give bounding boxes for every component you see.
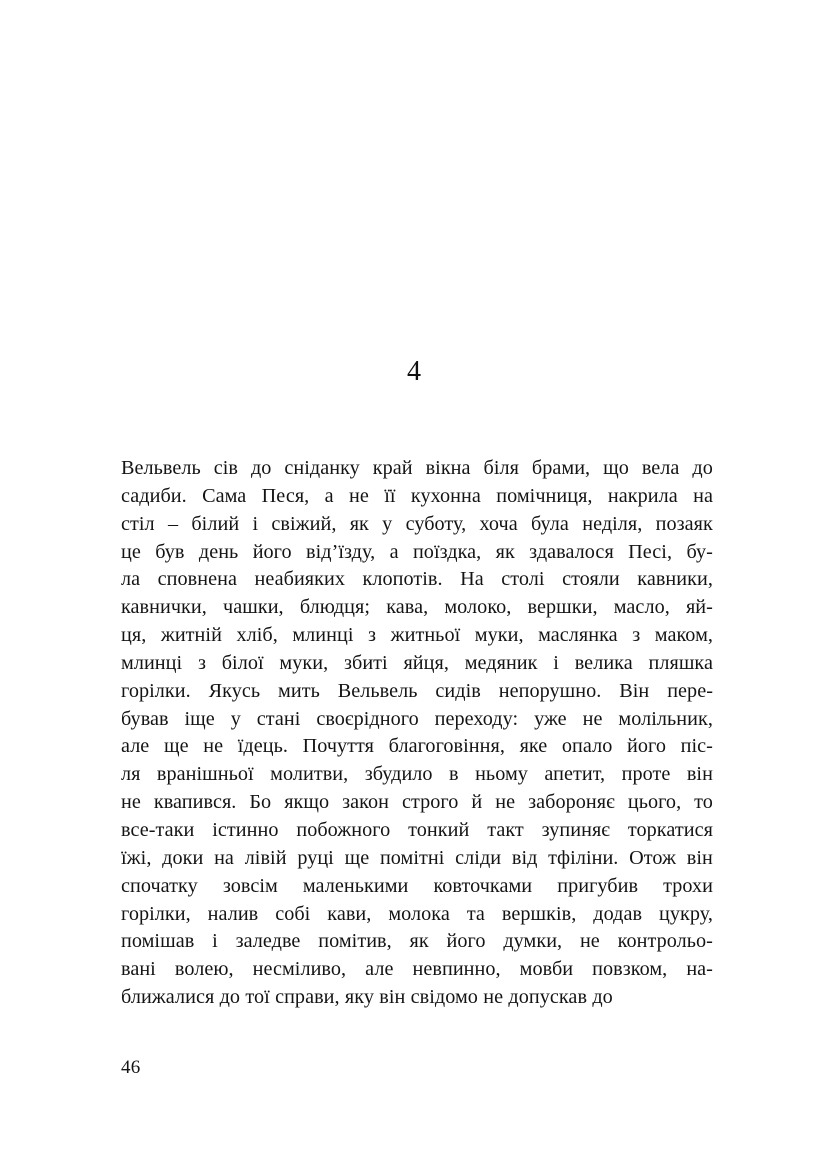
text-line: їжі, доки на лівій руці ще помітні сліди від тфіліни. Отож він: [121, 846, 713, 869]
chapter-number: 4: [407, 356, 421, 387]
text-line: не квапився. Бо якщо закон строго й не забороняє цього, то: [121, 791, 713, 814]
text-line: ближалися до тої справи, яку він свідомо не допускав до: [121, 986, 613, 1009]
text-line: бував іще у стані своєрідного переходу: уже не молільник,: [121, 707, 713, 730]
page-number: 46: [121, 1057, 141, 1078]
text-line: стіл – білий і свіжий, як у суботу, хоча була неділя, позаяк: [121, 512, 713, 535]
text-line: ла сповнена неабияких клопотів. На столі стояли кавники,: [121, 568, 713, 591]
text-line: помішав і заледве помітив, як його думки, не контрольо-: [121, 930, 713, 953]
text-line: садиби. Сама Песя, а не її кухонна помічниця, накрила на: [121, 484, 713, 507]
text-line: але ще не їдець. Почуття благоговіння, яке опало його піс-: [121, 735, 713, 758]
text-line: це був день його від’їзду, а поїздка, як здавалося Песі, бу-: [121, 540, 713, 563]
text-line: спочатку зовсім маленькими ковточками пригубив трохи: [121, 874, 713, 897]
text-column: [121, 455, 713, 1012]
text-line: млинці з білої муки, збиті яйця, медяник і велика пляшка: [121, 651, 713, 674]
text-line: ця, житній хліб, млинці з житньої муки, маслянка з маком,: [121, 624, 713, 647]
text-line: Вельвель сів до сніданку край вікна біля брами, що вела до: [121, 457, 713, 479]
text-line: ля вранішньої молитви, збудило в ньому апетит, проте він: [121, 763, 713, 786]
text-line: вані волею, несміливо, але невпинно, мовби повзком, на-: [121, 958, 713, 981]
text-line: все-таки істинно побожного тонкий такт зупиняє торкатися: [121, 818, 713, 841]
body-paragraph: [121, 455, 713, 1012]
text-line: горілки, налив собі кави, молока та вершків, додав цукру,: [121, 902, 713, 925]
text-line: кавнички, чашки, блюдця; кава, молоко, вершки, масло, яй-: [121, 596, 713, 619]
text-line: горілки. Якусь мить Вельвель сидів непорушно. Він пере-: [121, 679, 713, 702]
